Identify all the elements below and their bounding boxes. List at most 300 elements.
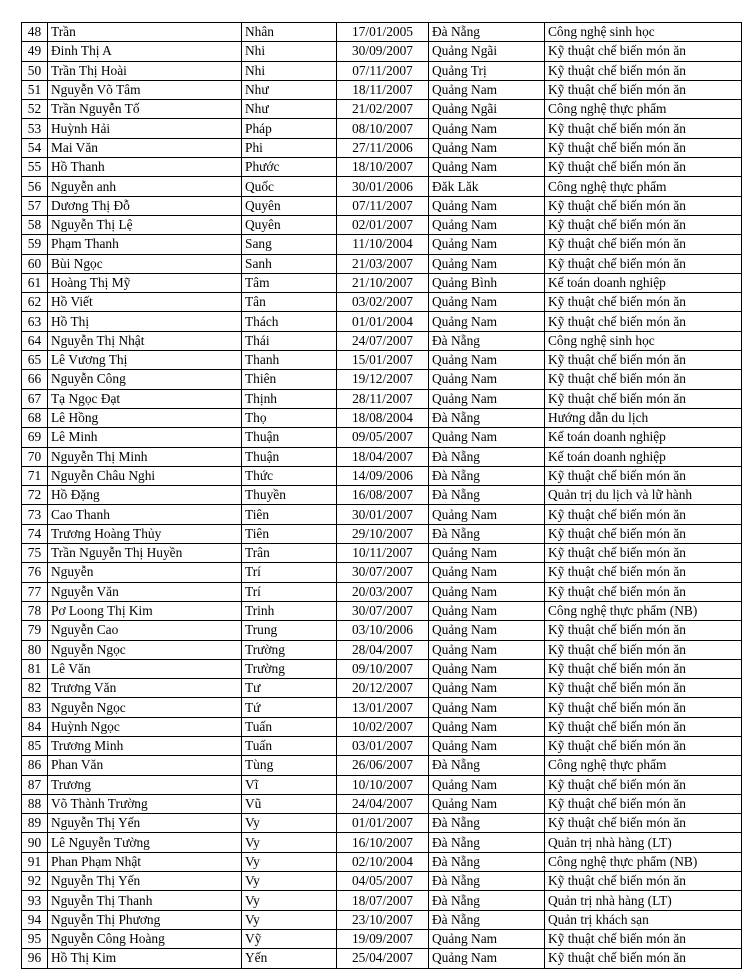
major-cell: Công nghệ sinh học bbox=[545, 23, 742, 42]
given-name-cell: Tiên bbox=[242, 524, 337, 543]
major-cell: Công nghệ thực phẩm bbox=[545, 177, 742, 196]
birth-date-cell: 28/11/2007 bbox=[337, 389, 429, 408]
surname-cell: Hoàng Thị Mỹ bbox=[48, 273, 242, 292]
birth-date-cell: 23/10/2007 bbox=[337, 910, 429, 929]
row-number-cell: 82 bbox=[22, 679, 48, 698]
surname-cell: Nguyễn Ngọc bbox=[48, 640, 242, 659]
birth-date-cell: 18/11/2007 bbox=[337, 80, 429, 99]
birth-date-cell: 15/01/2007 bbox=[337, 351, 429, 370]
surname-cell: Trần Nguyễn Tố bbox=[48, 100, 242, 119]
table-row bbox=[22, 949, 742, 968]
birth-date-cell: 21/03/2007 bbox=[337, 254, 429, 273]
student-roster-table bbox=[21, 22, 742, 969]
row-number-cell: 67 bbox=[22, 389, 48, 408]
major-cell: Kỹ thuật chế biến món ăn bbox=[545, 119, 742, 138]
major-cell: Kỹ thuật chế biến món ăn bbox=[545, 505, 742, 524]
surname-cell: Nguyễn Ngọc bbox=[48, 698, 242, 717]
table-row bbox=[22, 389, 742, 408]
row-number-cell: 78 bbox=[22, 601, 48, 620]
given-name-cell: Phi bbox=[242, 138, 337, 157]
surname-cell: Hồ Thị Kim bbox=[48, 949, 242, 968]
surname-cell: Bùi Ngọc bbox=[48, 254, 242, 273]
given-name-cell: Thanh bbox=[242, 351, 337, 370]
given-name-cell: Quyên bbox=[242, 215, 337, 234]
row-number-cell: 53 bbox=[22, 119, 48, 138]
birth-date-cell: 09/10/2007 bbox=[337, 659, 429, 678]
hometown-cell: Quảng Nam bbox=[429, 293, 545, 312]
surname-cell: Trương Minh bbox=[48, 736, 242, 755]
table-row bbox=[22, 486, 742, 505]
row-number-cell: 88 bbox=[22, 794, 48, 813]
surname-cell: Trương Hoàng Thủy bbox=[48, 524, 242, 543]
birth-date-cell: 28/04/2007 bbox=[337, 640, 429, 659]
table-row bbox=[22, 698, 742, 717]
hometown-cell: Đà Nẵng bbox=[429, 872, 545, 891]
given-name-cell: Tuấn bbox=[242, 736, 337, 755]
major-cell: Kỹ thuật chế biến món ăn bbox=[545, 235, 742, 254]
table-row bbox=[22, 447, 742, 466]
hometown-cell: Quảng Ngãi bbox=[429, 42, 545, 61]
major-cell: Kỹ thuật chế biến món ăn bbox=[545, 215, 742, 234]
row-number-cell: 84 bbox=[22, 717, 48, 736]
row-number-cell: 70 bbox=[22, 447, 48, 466]
given-name-cell: Trường bbox=[242, 640, 337, 659]
row-number-cell: 87 bbox=[22, 775, 48, 794]
given-name-cell: Phước bbox=[242, 158, 337, 177]
surname-cell: Lê Hồng bbox=[48, 408, 242, 427]
birth-date-cell: 01/01/2004 bbox=[337, 312, 429, 331]
row-number-cell: 65 bbox=[22, 351, 48, 370]
given-name-cell: Thiên bbox=[242, 370, 337, 389]
major-cell: Kỹ thuật chế biến món ăn bbox=[545, 640, 742, 659]
row-number-cell: 54 bbox=[22, 138, 48, 157]
given-name-cell: Sanh bbox=[242, 254, 337, 273]
row-number-cell: 89 bbox=[22, 814, 48, 833]
surname-cell: Trần bbox=[48, 23, 242, 42]
birth-date-cell: 19/12/2007 bbox=[337, 370, 429, 389]
row-number-cell: 80 bbox=[22, 640, 48, 659]
table-row bbox=[22, 119, 742, 138]
table-row bbox=[22, 331, 742, 350]
birth-date-cell: 13/01/2007 bbox=[337, 698, 429, 717]
table-row bbox=[22, 80, 742, 99]
major-cell: Kế toán doanh nghiệp bbox=[545, 447, 742, 466]
table-row bbox=[22, 794, 742, 813]
row-number-cell: 64 bbox=[22, 331, 48, 350]
hometown-cell: Quảng Nam bbox=[429, 621, 545, 640]
given-name-cell: Quốc bbox=[242, 177, 337, 196]
hometown-cell: Quảng Nam bbox=[429, 505, 545, 524]
table-row bbox=[22, 138, 742, 157]
table-row bbox=[22, 544, 742, 563]
major-cell: Kỹ thuật chế biến món ăn bbox=[545, 80, 742, 99]
major-cell: Kỹ thuật chế biến món ăn bbox=[545, 158, 742, 177]
major-cell: Quản trị du lịch và lữ hành bbox=[545, 486, 742, 505]
birth-date-cell: 03/10/2006 bbox=[337, 621, 429, 640]
birth-date-cell: 01/01/2007 bbox=[337, 814, 429, 833]
surname-cell: Hồ Đặng bbox=[48, 486, 242, 505]
hometown-cell: Quảng Nam bbox=[429, 235, 545, 254]
hometown-cell: Đà Nẵng bbox=[429, 910, 545, 929]
hometown-cell: Đà Nẵng bbox=[429, 23, 545, 42]
birth-date-cell: 02/10/2004 bbox=[337, 852, 429, 871]
surname-cell: Nguyễn anh bbox=[48, 177, 242, 196]
row-number-cell: 51 bbox=[22, 80, 48, 99]
table-row bbox=[22, 466, 742, 485]
table-row bbox=[22, 408, 742, 427]
table-row bbox=[22, 929, 742, 948]
row-number-cell: 81 bbox=[22, 659, 48, 678]
given-name-cell: Thịnh bbox=[242, 389, 337, 408]
surname-cell: Mai Văn bbox=[48, 138, 242, 157]
row-number-cell: 56 bbox=[22, 177, 48, 196]
surname-cell: Phan Phạm Nhật bbox=[48, 852, 242, 871]
given-name-cell: Thức bbox=[242, 466, 337, 485]
given-name-cell: Thọ bbox=[242, 408, 337, 427]
table-row bbox=[22, 100, 742, 119]
hometown-cell: Quảng Nam bbox=[429, 254, 545, 273]
given-name-cell: Thái bbox=[242, 331, 337, 350]
row-number-cell: 85 bbox=[22, 736, 48, 755]
hometown-cell: Quảng Bình bbox=[429, 273, 545, 292]
row-number-cell: 74 bbox=[22, 524, 48, 543]
row-number-cell: 49 bbox=[22, 42, 48, 61]
birth-date-cell: 20/12/2007 bbox=[337, 679, 429, 698]
birth-date-cell: 10/10/2007 bbox=[337, 775, 429, 794]
hometown-cell: Quảng Nam bbox=[429, 312, 545, 331]
table-row bbox=[22, 891, 742, 910]
given-name-cell: Như bbox=[242, 100, 337, 119]
hometown-cell: Đà Nẵng bbox=[429, 814, 545, 833]
surname-cell: Lê Văn bbox=[48, 659, 242, 678]
hometown-cell: Đà Nẵng bbox=[429, 486, 545, 505]
hometown-cell: Quảng Nam bbox=[429, 659, 545, 678]
given-name-cell: Vy bbox=[242, 852, 337, 871]
table-row bbox=[22, 235, 742, 254]
given-name-cell: Thách bbox=[242, 312, 337, 331]
given-name-cell: Trân bbox=[242, 544, 337, 563]
surname-cell: Nguyễn Thị Nhật bbox=[48, 331, 242, 350]
hometown-cell: Quảng Nam bbox=[429, 717, 545, 736]
given-name-cell: Tuấn bbox=[242, 717, 337, 736]
hometown-cell: Quảng Nam bbox=[429, 389, 545, 408]
major-cell: Kỹ thuật chế biến món ăn bbox=[545, 872, 742, 891]
table-row bbox=[22, 351, 742, 370]
table-row bbox=[22, 775, 742, 794]
birth-date-cell: 27/11/2006 bbox=[337, 138, 429, 157]
given-name-cell: Tân bbox=[242, 293, 337, 312]
given-name-cell: Vy bbox=[242, 833, 337, 852]
given-name-cell: Tư bbox=[242, 679, 337, 698]
table-row bbox=[22, 370, 742, 389]
hometown-cell: Đà Nẵng bbox=[429, 833, 545, 852]
major-cell: Kỹ thuật chế biến món ăn bbox=[545, 659, 742, 678]
given-name-cell: Vĩ bbox=[242, 775, 337, 794]
surname-cell: Huỳnh Hải bbox=[48, 119, 242, 138]
surname-cell: Phan Văn bbox=[48, 756, 242, 775]
birth-date-cell: 17/01/2005 bbox=[337, 23, 429, 42]
surname-cell: Lê Vương Thị bbox=[48, 351, 242, 370]
surname-cell: Nguyễn Văn bbox=[48, 582, 242, 601]
row-number-cell: 86 bbox=[22, 756, 48, 775]
hometown-cell: Quảng Nam bbox=[429, 698, 545, 717]
birth-date-cell: 11/10/2004 bbox=[337, 235, 429, 254]
surname-cell: Nguyễn Thị Minh bbox=[48, 447, 242, 466]
major-cell: Công nghệ thực phẩm bbox=[545, 756, 742, 775]
surname-cell: Nguyễn Cao bbox=[48, 621, 242, 640]
table-row bbox=[22, 640, 742, 659]
major-cell: Kỹ thuật chế biến món ăn bbox=[545, 370, 742, 389]
table-row bbox=[22, 254, 742, 273]
birth-date-cell: 20/03/2007 bbox=[337, 582, 429, 601]
given-name-cell: Vỹ bbox=[242, 929, 337, 948]
row-number-cell: 61 bbox=[22, 273, 48, 292]
major-cell: Kỹ thuật chế biến món ăn bbox=[545, 544, 742, 563]
birth-date-cell: 10/11/2007 bbox=[337, 544, 429, 563]
given-name-cell: Sang bbox=[242, 235, 337, 254]
hometown-cell: Quảng Nam bbox=[429, 775, 545, 794]
table-row bbox=[22, 428, 742, 447]
birth-date-cell: 30/01/2007 bbox=[337, 505, 429, 524]
given-name-cell: Vũ bbox=[242, 794, 337, 813]
given-name-cell: Quyên bbox=[242, 196, 337, 215]
row-number-cell: 52 bbox=[22, 100, 48, 119]
table-row bbox=[22, 293, 742, 312]
surname-cell: Võ Thành Trường bbox=[48, 794, 242, 813]
given-name-cell: Trí bbox=[242, 563, 337, 582]
row-number-cell: 83 bbox=[22, 698, 48, 717]
given-name-cell: Trinh bbox=[242, 601, 337, 620]
surname-cell: Nguyễn Châu Nghi bbox=[48, 466, 242, 485]
birth-date-cell: 30/07/2007 bbox=[337, 563, 429, 582]
birth-date-cell: 21/10/2007 bbox=[337, 273, 429, 292]
hometown-cell: Quảng Nam bbox=[429, 138, 545, 157]
given-name-cell: Trung bbox=[242, 621, 337, 640]
row-number-cell: 92 bbox=[22, 872, 48, 891]
table-row bbox=[22, 177, 742, 196]
hometown-cell: Quảng Nam bbox=[429, 196, 545, 215]
surname-cell: Trương Văn bbox=[48, 679, 242, 698]
surname-cell: Hồ Thị bbox=[48, 312, 242, 331]
major-cell: Kỹ thuật chế biến món ăn bbox=[545, 949, 742, 968]
given-name-cell: Tùng bbox=[242, 756, 337, 775]
row-number-cell: 95 bbox=[22, 929, 48, 948]
row-number-cell: 59 bbox=[22, 235, 48, 254]
table-row bbox=[22, 910, 742, 929]
table-row bbox=[22, 582, 742, 601]
row-number-cell: 66 bbox=[22, 370, 48, 389]
birth-date-cell: 02/01/2007 bbox=[337, 215, 429, 234]
surname-cell: Lê Nguyễn Tường bbox=[48, 833, 242, 852]
row-number-cell: 94 bbox=[22, 910, 48, 929]
major-cell: Kỹ thuật chế biến món ăn bbox=[545, 138, 742, 157]
major-cell: Kỹ thuật chế biến món ăn bbox=[545, 466, 742, 485]
birth-date-cell: 30/07/2007 bbox=[337, 601, 429, 620]
birth-date-cell: 03/01/2007 bbox=[337, 736, 429, 755]
surname-cell: Nguyễn bbox=[48, 563, 242, 582]
row-number-cell: 90 bbox=[22, 833, 48, 852]
hometown-cell: Đà Nẵng bbox=[429, 852, 545, 871]
birth-date-cell: 07/11/2007 bbox=[337, 196, 429, 215]
given-name-cell: Vy bbox=[242, 891, 337, 910]
hometown-cell: Đà Nẵng bbox=[429, 331, 545, 350]
given-name-cell: Thuyền bbox=[242, 486, 337, 505]
table-row bbox=[22, 852, 742, 871]
table-row bbox=[22, 505, 742, 524]
given-name-cell: Vy bbox=[242, 910, 337, 929]
given-name-cell: Nhi bbox=[242, 42, 337, 61]
surname-cell: Đinh Thị A bbox=[48, 42, 242, 61]
birth-date-cell: 25/04/2007 bbox=[337, 949, 429, 968]
table-row bbox=[22, 736, 742, 755]
hometown-cell: Đăk Lăk bbox=[429, 177, 545, 196]
table-row bbox=[22, 196, 742, 215]
table-row bbox=[22, 601, 742, 620]
major-cell: Kỹ thuật chế biến món ăn bbox=[545, 736, 742, 755]
given-name-cell: Thuận bbox=[242, 447, 337, 466]
row-number-cell: 58 bbox=[22, 215, 48, 234]
table-row bbox=[22, 833, 742, 852]
birth-date-cell: 18/08/2004 bbox=[337, 408, 429, 427]
table-row bbox=[22, 872, 742, 891]
surname-cell: Nguyễn Thị Yến bbox=[48, 814, 242, 833]
birth-date-cell: 30/09/2007 bbox=[337, 42, 429, 61]
row-number-cell: 77 bbox=[22, 582, 48, 601]
table-row bbox=[22, 158, 742, 177]
birth-date-cell: 16/10/2007 bbox=[337, 833, 429, 852]
surname-cell: Lê Minh bbox=[48, 428, 242, 447]
hometown-cell: Đà Nẵng bbox=[429, 447, 545, 466]
row-number-cell: 71 bbox=[22, 466, 48, 485]
table-row bbox=[22, 61, 742, 80]
given-name-cell: Như bbox=[242, 80, 337, 99]
table-row bbox=[22, 814, 742, 833]
hometown-cell: Quảng Ngãi bbox=[429, 100, 545, 119]
major-cell: Kỹ thuật chế biến món ăn bbox=[545, 389, 742, 408]
major-cell: Kỹ thuật chế biến món ăn bbox=[545, 814, 742, 833]
table-row bbox=[22, 659, 742, 678]
given-name-cell: Vy bbox=[242, 814, 337, 833]
major-cell: Công nghệ thực phẩm (NB) bbox=[545, 852, 742, 871]
birth-date-cell: 24/04/2007 bbox=[337, 794, 429, 813]
birth-date-cell: 26/06/2007 bbox=[337, 756, 429, 775]
birth-date-cell: 14/09/2006 bbox=[337, 466, 429, 485]
birth-date-cell: 03/02/2007 bbox=[337, 293, 429, 312]
major-cell: Kỹ thuật chế biến món ăn bbox=[545, 582, 742, 601]
birth-date-cell: 09/05/2007 bbox=[337, 428, 429, 447]
given-name-cell: Trí bbox=[242, 582, 337, 601]
surname-cell: Nguyễn Thị Yến bbox=[48, 872, 242, 891]
major-cell: Kỹ thuật chế biến món ăn bbox=[545, 698, 742, 717]
major-cell: Kỹ thuật chế biến món ăn bbox=[545, 196, 742, 215]
row-number-cell: 57 bbox=[22, 196, 48, 215]
major-cell: Kế toán doanh nghiệp bbox=[545, 428, 742, 447]
hometown-cell: Quảng Nam bbox=[429, 428, 545, 447]
birth-date-cell: 19/09/2007 bbox=[337, 929, 429, 948]
major-cell: Quản trị khách sạn bbox=[545, 910, 742, 929]
given-name-cell: Tứ bbox=[242, 698, 337, 717]
table-row bbox=[22, 563, 742, 582]
hometown-cell: Đà Nẵng bbox=[429, 408, 545, 427]
birth-date-cell: 30/01/2006 bbox=[337, 177, 429, 196]
birth-date-cell: 21/02/2007 bbox=[337, 100, 429, 119]
row-number-cell: 73 bbox=[22, 505, 48, 524]
row-number-cell: 79 bbox=[22, 621, 48, 640]
birth-date-cell: 24/07/2007 bbox=[337, 331, 429, 350]
hometown-cell: Đà Nẵng bbox=[429, 891, 545, 910]
hometown-cell: Đà Nẵng bbox=[429, 466, 545, 485]
major-cell: Kỹ thuật chế biến món ăn bbox=[545, 293, 742, 312]
surname-cell: Hồ Viết bbox=[48, 293, 242, 312]
table-row bbox=[22, 621, 742, 640]
surname-cell: Trương bbox=[48, 775, 242, 794]
table-row bbox=[22, 524, 742, 543]
row-number-cell: 55 bbox=[22, 158, 48, 177]
row-number-cell: 50 bbox=[22, 61, 48, 80]
major-cell: Kỹ thuật chế biến món ăn bbox=[545, 794, 742, 813]
table-row bbox=[22, 717, 742, 736]
major-cell: Kỹ thuật chế biến món ăn bbox=[545, 621, 742, 640]
hometown-cell: Quảng Nam bbox=[429, 370, 545, 389]
birth-date-cell: 08/10/2007 bbox=[337, 119, 429, 138]
major-cell: Quản trị nhà hàng (LT) bbox=[545, 891, 742, 910]
surname-cell: Hồ Thanh bbox=[48, 158, 242, 177]
surname-cell: Pơ Loong Thị Kim bbox=[48, 601, 242, 620]
hometown-cell: Quảng Nam bbox=[429, 80, 545, 99]
hometown-cell: Đà Nẵng bbox=[429, 756, 545, 775]
major-cell: Kỹ thuật chế biến món ăn bbox=[545, 775, 742, 794]
given-name-cell: Nhân bbox=[242, 23, 337, 42]
hometown-cell: Quảng Nam bbox=[429, 679, 545, 698]
major-cell: Kỹ thuật chế biến món ăn bbox=[545, 524, 742, 543]
surname-cell: Nguyễn Công Hoàng bbox=[48, 929, 242, 948]
surname-cell: Cao Thanh bbox=[48, 505, 242, 524]
hometown-cell: Quảng Nam bbox=[429, 119, 545, 138]
birth-date-cell: 18/04/2007 bbox=[337, 447, 429, 466]
row-number-cell: 72 bbox=[22, 486, 48, 505]
surname-cell: Nguyễn Thị Lệ bbox=[48, 215, 242, 234]
hometown-cell: Quảng Nam bbox=[429, 351, 545, 370]
major-cell: Công nghệ thực phẩm bbox=[545, 100, 742, 119]
given-name-cell: Trường bbox=[242, 659, 337, 678]
birth-date-cell: 18/07/2007 bbox=[337, 891, 429, 910]
major-cell: Kỹ thuật chế biến món ăn bbox=[545, 679, 742, 698]
row-number-cell: 96 bbox=[22, 949, 48, 968]
major-cell: Kỹ thuật chế biến món ăn bbox=[545, 351, 742, 370]
row-number-cell: 69 bbox=[22, 428, 48, 447]
roster-body bbox=[22, 23, 742, 969]
table-row bbox=[22, 273, 742, 292]
given-name-cell: Nhi bbox=[242, 61, 337, 80]
surname-cell: Nguyễn Võ Tâm bbox=[48, 80, 242, 99]
hometown-cell: Quảng Nam bbox=[429, 794, 545, 813]
table-row bbox=[22, 679, 742, 698]
major-cell: Kỹ thuật chế biến món ăn bbox=[545, 254, 742, 273]
table-row bbox=[22, 312, 742, 331]
hometown-cell: Quảng Nam bbox=[429, 215, 545, 234]
major-cell: Kỹ thuật chế biến món ăn bbox=[545, 61, 742, 80]
row-number-cell: 68 bbox=[22, 408, 48, 427]
surname-cell: Nguyễn Thị Thanh bbox=[48, 891, 242, 910]
surname-cell: Nguyễn Thị Phương bbox=[48, 910, 242, 929]
birth-date-cell: 07/11/2007 bbox=[337, 61, 429, 80]
surname-cell: Nguyễn Công bbox=[48, 370, 242, 389]
major-cell: Kỹ thuật chế biến món ăn bbox=[545, 42, 742, 61]
major-cell: Công nghệ thực phẩm (NB) bbox=[545, 601, 742, 620]
row-number-cell: 76 bbox=[22, 563, 48, 582]
given-name-cell: Yến bbox=[242, 949, 337, 968]
row-number-cell: 91 bbox=[22, 852, 48, 871]
